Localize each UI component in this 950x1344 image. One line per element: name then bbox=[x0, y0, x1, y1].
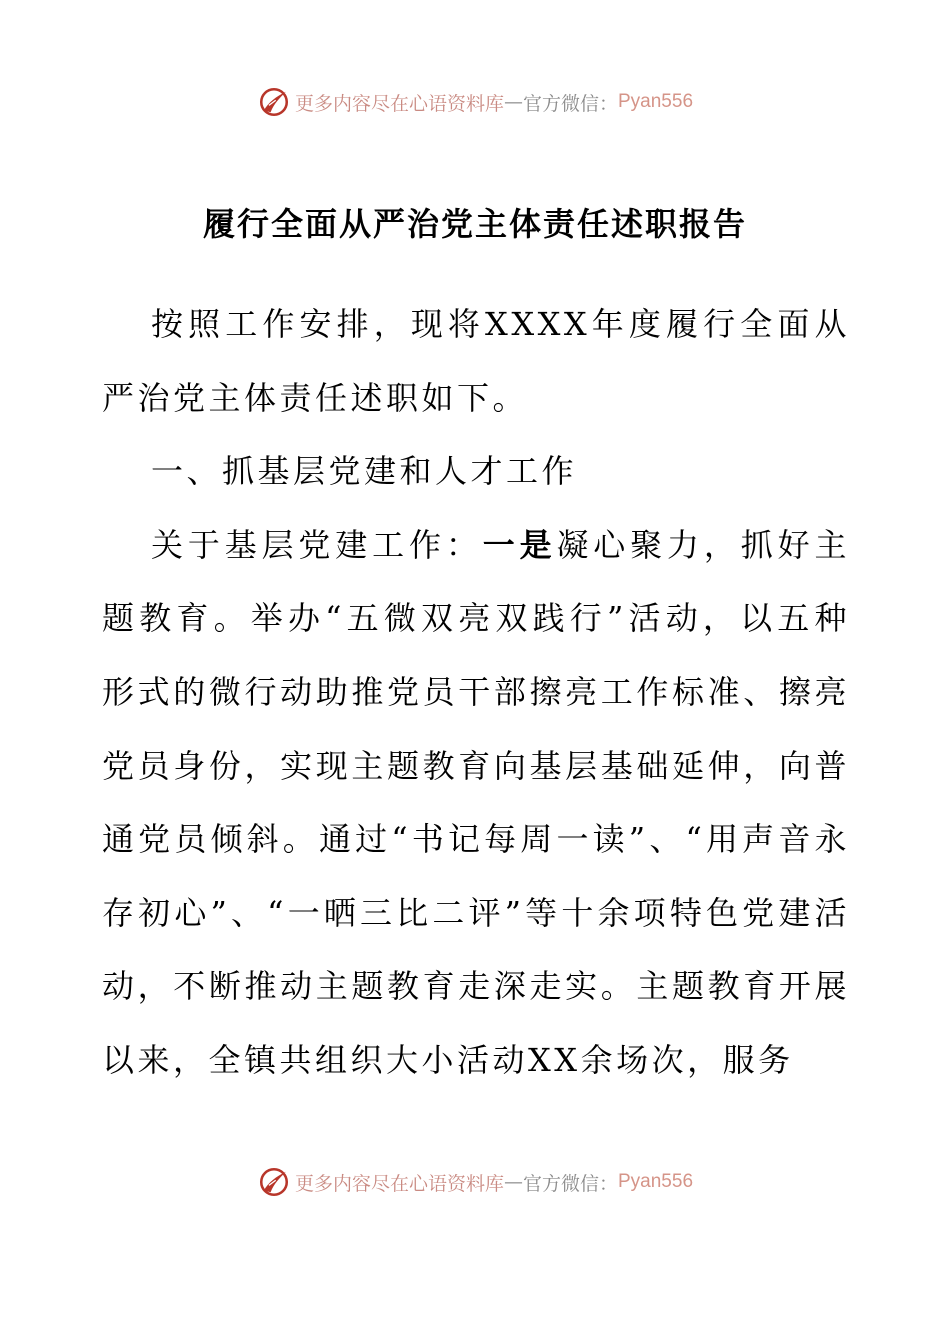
logo-icon bbox=[257, 85, 291, 119]
logo-icon bbox=[257, 1165, 291, 1199]
watermark-wechat-label: 官方微信： bbox=[522, 1172, 618, 1195]
watermark-wechat-id: Pyan556 bbox=[618, 91, 694, 112]
watermark-separator: — bbox=[503, 91, 523, 113]
body-paragraph bbox=[102, 509, 850, 1098]
watermark-wechat-id: Pyan556 bbox=[618, 1171, 694, 1192]
document-body bbox=[102, 288, 850, 1098]
section-heading: 一、抓基层党建和人才工作 bbox=[151, 452, 578, 491]
header-watermark bbox=[0, 82, 950, 122]
watermark-wechat-label: 官方微信： bbox=[522, 92, 618, 115]
watermark-text: 更多内容尽在心语资料库 bbox=[294, 92, 504, 115]
paragraph-lead: 关于基层党建工作： bbox=[151, 525, 483, 564]
paragraph-body: 凝心聚力，抓好主题教育。举办“五微双亮双践行”活动，以五种形式的微行动助推党员干部擦亮工作标准、擦亮党员身份，实现主题教育向基层基础延伸，向普通党员倾斜。通过“书记每周一读”、“用声音永存初心”、“一晒三比二评”等十余项特色党建活动，不断推动主题教育走深走实。主题教育开展以来，全镇共组织大小活动XX余场次，服务 bbox=[102, 525, 850, 1079]
footer-watermark bbox=[0, 1162, 950, 1202]
document-title: 履行全面从严治党主体责任述职报告 bbox=[202, 205, 747, 243]
watermark-text: 更多内容尽在心语资料库 bbox=[294, 1172, 504, 1195]
watermark-separator: — bbox=[503, 1171, 523, 1193]
paragraph-bold-marker: 一是 bbox=[482, 525, 557, 564]
intro-paragraph: 按照工作安排，现将XXXX年度履行全面从严治党主体责任述职如下。 bbox=[102, 305, 850, 417]
